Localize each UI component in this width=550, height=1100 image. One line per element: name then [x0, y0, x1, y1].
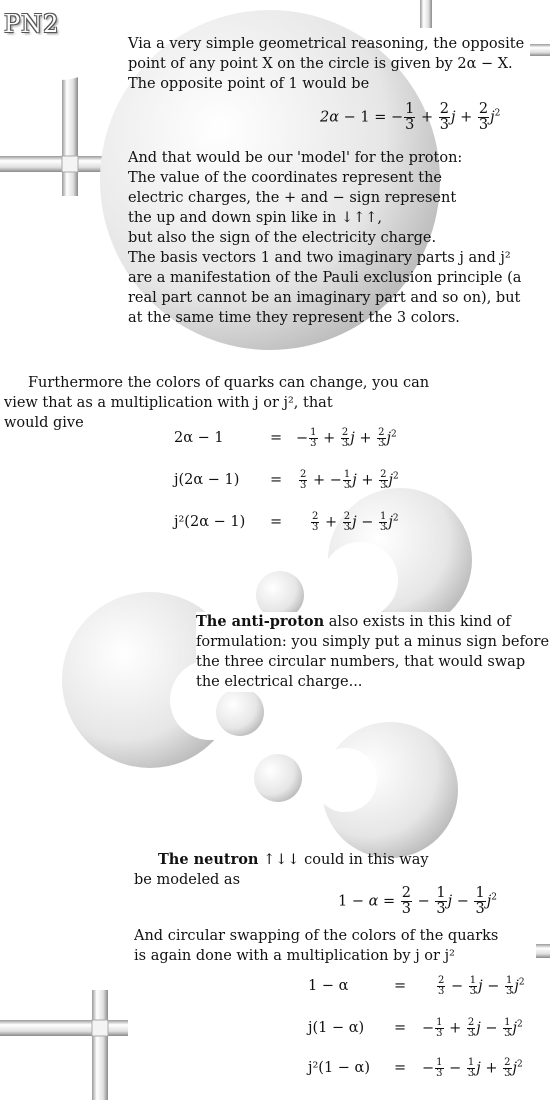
text-line: the three circular numbers, that would swap: [196, 654, 526, 670]
table-row: [174, 514, 245, 530]
table-rhs: $\frac{2}{3}$ + $\frac{2}{3}$ j − $\frac{1}{3}$ $j^2$: [312, 511, 399, 533]
table-row: [174, 472, 239, 488]
text-line: And circular swapping of the colors of the quarks: [134, 928, 499, 944]
table-rhs: $\frac{2}{3}$ − $\frac{1}{3}$ j − $\frac{1}{3}$ $j^2$: [438, 975, 525, 997]
frame-bar-horizontal: [0, 156, 110, 172]
table-row: [308, 1060, 370, 1076]
text-line: view that as a multiplication with j or j², that: [4, 395, 333, 411]
table-rhs: $\frac{2}{3}$ + − $\frac{1}{3}$ j + $\frac{2}{3}$ $j^2$: [300, 469, 399, 491]
table-lhs: j(1 − α): [308, 1020, 365, 1036]
text-line: be modeled as: [134, 872, 241, 888]
text-line: The opposite point of 1 would be: [128, 76, 370, 92]
table-rhs: − $\frac{1}{3}$ − $\frac{1}{3}$ j + $\frac{2}{3}$ $j^2$: [422, 1057, 523, 1079]
colors-change-paragraph: [4, 373, 434, 433]
table-rhs: − $\frac{1}{3}$ + $\frac{2}{3}$ j − $\frac{1}{3}$ $j^2$: [422, 1017, 523, 1039]
anti-proton-paragraph: The anti-proton also exists in this kind of formulation: you simply put a minus sign before the three circular numbers, that would swap the electrical charge...: [196, 613, 550, 690]
text-line: Via a very simple geometrical reasoning, the opposite: [128, 36, 525, 52]
text-line: at the same time they represent the 3 colors.: [128, 310, 460, 326]
text-line: real part cannot be an imaginary part and so on), but: [128, 290, 521, 306]
text-line: point of any point X on the circle is given by 2α − X.: [128, 56, 513, 72]
text-line: the electrical charge...: [196, 674, 363, 690]
table-lhs: 2α − 1: [174, 430, 224, 446]
term-bold: The anti-proton: [196, 613, 325, 630]
table-row: [308, 978, 348, 994]
text-line: is again done with a multiplication by j or j²: [134, 948, 455, 964]
text-line: And that would be our 'model' for the proton:: [128, 150, 463, 166]
text-line: Furthermore the colors of quarks can change, you can: [28, 375, 430, 391]
equation-neutron: 1 − α = $\frac{2}{3}$ − $\frac{1}{3}$ j − $\frac{1}{3}$ $j^2$: [338, 885, 497, 917]
neutron-paragraph: The neutron ↑↓↓ could in this way be modeled as: [134, 850, 534, 890]
table-lhs: j²(2α − 1): [174, 514, 246, 530]
table-row: [308, 1020, 364, 1036]
text-line: are a manifestation of the Pauli exclusion principle (a: [128, 270, 522, 286]
equation-opposite-point: 2α − 1 = − $\frac{1}{3}$ + $\frac{2}{3}$ j + $\frac{2}{3}$ $j^2$: [320, 101, 501, 133]
text-line: but also the sign of the electricity charge.: [128, 230, 437, 246]
intro-paragraph: [128, 34, 528, 94]
text-line: The value of the coordinates represent the: [128, 170, 442, 186]
circular-swap-paragraph: [134, 926, 534, 966]
text-line: formulation: you simply put a minus sign before: [196, 634, 550, 650]
table-rhs: − $\frac{1}{3}$ + $\frac{2}{3}$ j + $\frac{2}{3}$ $j^2$: [296, 427, 397, 449]
table-lhs: j(2α − 1): [174, 472, 240, 488]
table-row: [174, 430, 224, 446]
proton-model-paragraph: [128, 148, 538, 328]
text-line: The basis vectors 1 and two imaginary parts j and j²: [128, 250, 511, 266]
text-line: electric charges, the + and − sign represent: [128, 190, 457, 206]
text-line: would give: [4, 415, 84, 431]
table-lhs: 1 − α: [308, 978, 349, 994]
term-bold: The neutron: [158, 851, 259, 868]
logo: PN2: [4, 10, 60, 38]
text-line: the up and down spin like in ↓↑↑,: [128, 210, 383, 226]
table-lhs: j²(1 − α): [308, 1060, 371, 1076]
